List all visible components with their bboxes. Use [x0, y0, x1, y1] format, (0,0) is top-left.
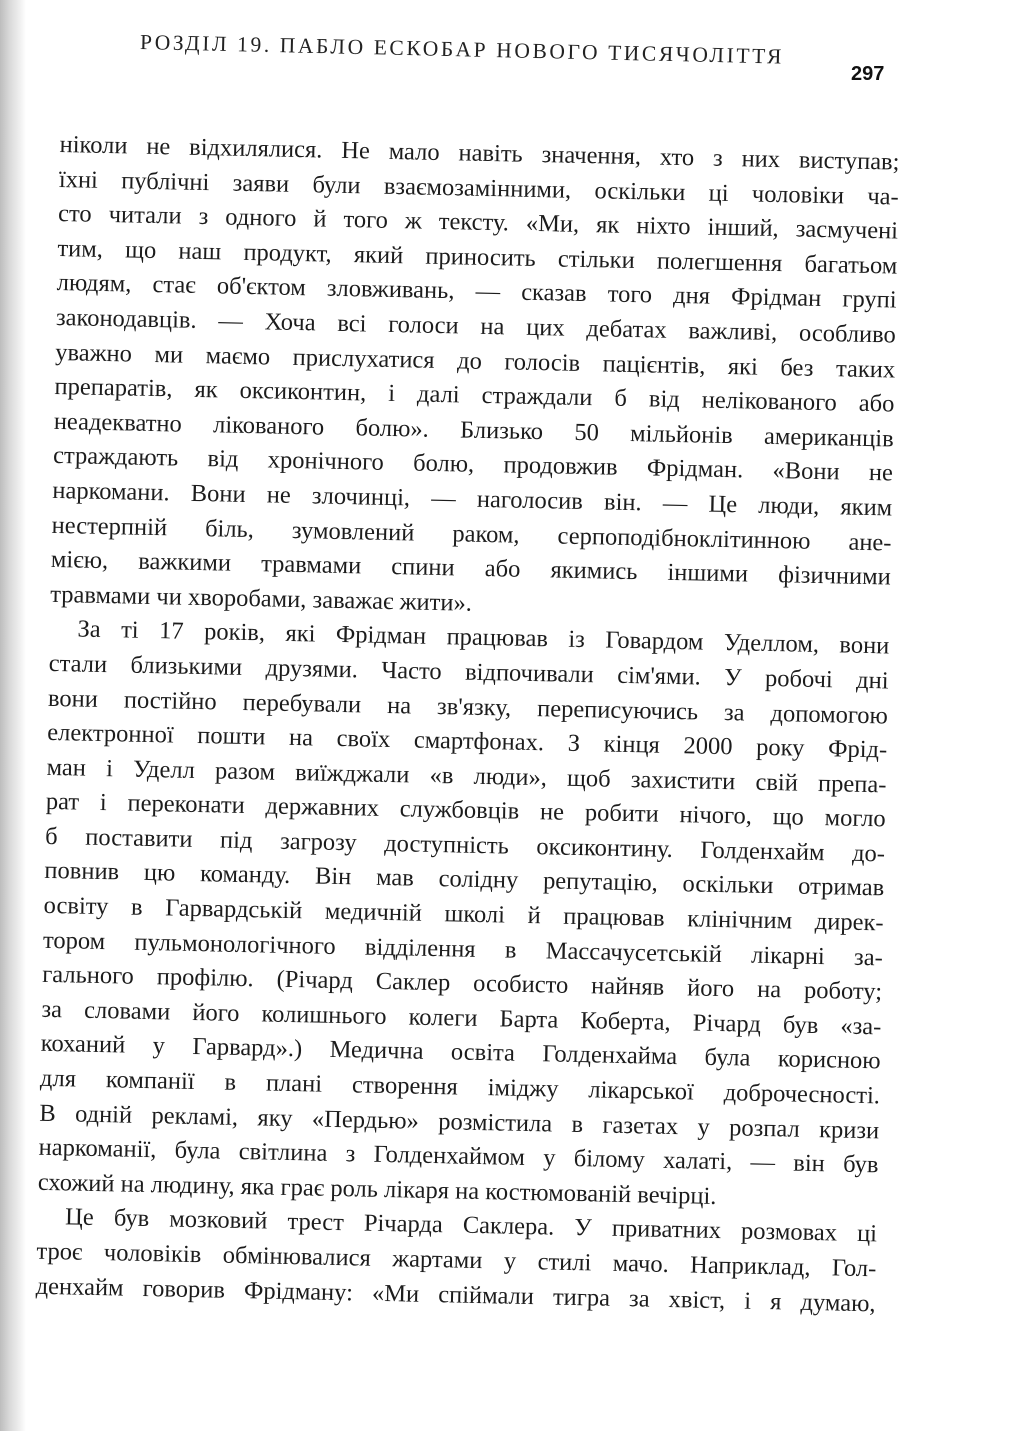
text-line: неадекватно лікованого болю». Близько 50 мільйонів американців	[53, 407, 894, 453]
text-line: рат і переконати державних службовців не робити нічого, що могло	[45, 788, 886, 833]
page-edge-shadow	[0, 0, 26, 1431]
text-line: людям, стає об'єктом зловживань, — сказав того дня Фрідман групі	[56, 269, 897, 314]
text-line: страждають від хронічного болю, продовжив Фрідман. «Вони не	[52, 442, 894, 487]
text-line: б поставити під загрозу доступність оксиконтину. Голденхайм до-	[44, 822, 886, 868]
text-line: сто читали з одного й того ж тексту. «Ми, як ніхто інший, засмучені	[57, 200, 899, 245]
text-line: тором пульмонологічного відділення в Массачусетській лікарні за-	[42, 926, 884, 972]
body-text	[35, 128, 899, 1322]
text-line: освіту в Гарвардській медичній школі й працював клінічним дирек-	[43, 891, 884, 937]
text-line: наркомани. Вони не злочинці, — наголосив він. — Це люди, яким	[52, 476, 893, 522]
text-line: стали близькими друзями. Часто відпочивали сім'ями. У робочі дні	[48, 649, 889, 695]
text-line: нестерпній біль, зумовлений раком, серпоподібноклітинною ане-	[51, 511, 892, 557]
text-line: гального профілю. (Річард Саклер особисто найняв його на роботу;	[41, 961, 883, 1006]
text-line: ман і Уделл разом виїжджали «в люди», щоб захистити свій препа-	[46, 753, 887, 799]
text-line: мією, важкими травмами спини або якимись іншими фізичними	[50, 546, 892, 591]
text-line: для компанії в плані створення іміджу лікарської доброчесності.	[39, 1064, 881, 1110]
text-line: законодавців. — Хоча всі голоси на цих дебатах важливі, особливо	[55, 303, 897, 349]
text-line: В одній рекламі, яку «Пердью» розмістила в газетах у розпал кризи	[39, 1099, 880, 1144]
text-line: наркоманії, була світлина з Голденхаймом у білому халаті, — він був	[38, 1133, 879, 1179]
text-line: коханий у Гарвард».) Медична освіта Голденхайма була корисною	[40, 1030, 881, 1075]
text-line: за словами його колишнього колеги Барта Коберта, Річард був «за-	[41, 995, 882, 1041]
text-line: травмами чи хворобами, заважає жити».	[49, 580, 473, 617]
text-line: ніколи не відхилялися. Не мало навіть значення, хто з них виступав;	[59, 130, 900, 176]
text-line: вони постійно перебували на зв'язку, переписуючись за допомогою	[47, 684, 889, 729]
text-line: повнив цю команду. Він мав солідну репутацію, оскільки отримав	[44, 857, 885, 902]
paragraph-first-line: За ті 17 років, які Фрідман працював із Говардом Уделлом, вони	[77, 615, 890, 660]
text-line: препаратів, як оксиконтин, і далі страждали б від нелікованого або	[54, 373, 895, 418]
text-line: троє чоловіків обмінювалися жартами у стилі мачо. Наприклад, Гол-	[36, 1237, 877, 1283]
text-line: тим, що наш продукт, який приносить стільки полегшення багатьом	[57, 234, 898, 280]
running-header-title: РОЗДІЛ 19. ПАБЛО ЕСКОБАР НОВОГО ТИСЯЧОЛІТТЯ	[139, 30, 785, 69]
text-line: схожий на людину, яка грає роль лікаря на костюмованій вечірці.	[37, 1168, 717, 1210]
text-line: електронної пошти на своїх смартфонах. З кінця 2000 року Фрід-	[47, 718, 888, 764]
text-line: уважно ми маємо прислухатися до голосів пацієнтів, які без таких	[55, 338, 896, 384]
text-line: їхні публічні заяви були взаємозамінними, оскільки ці чоловіки ча-	[58, 165, 900, 211]
text-line: денхайм говорив Фрідману: «Ми спіймали тигра за хвіст, і я думаю,	[35, 1272, 876, 1317]
paragraph-first-line: Це був мозковий трест Річарда Саклера. У приватних розмовах ці	[64, 1203, 878, 1248]
page-number: 297	[851, 63, 885, 85]
